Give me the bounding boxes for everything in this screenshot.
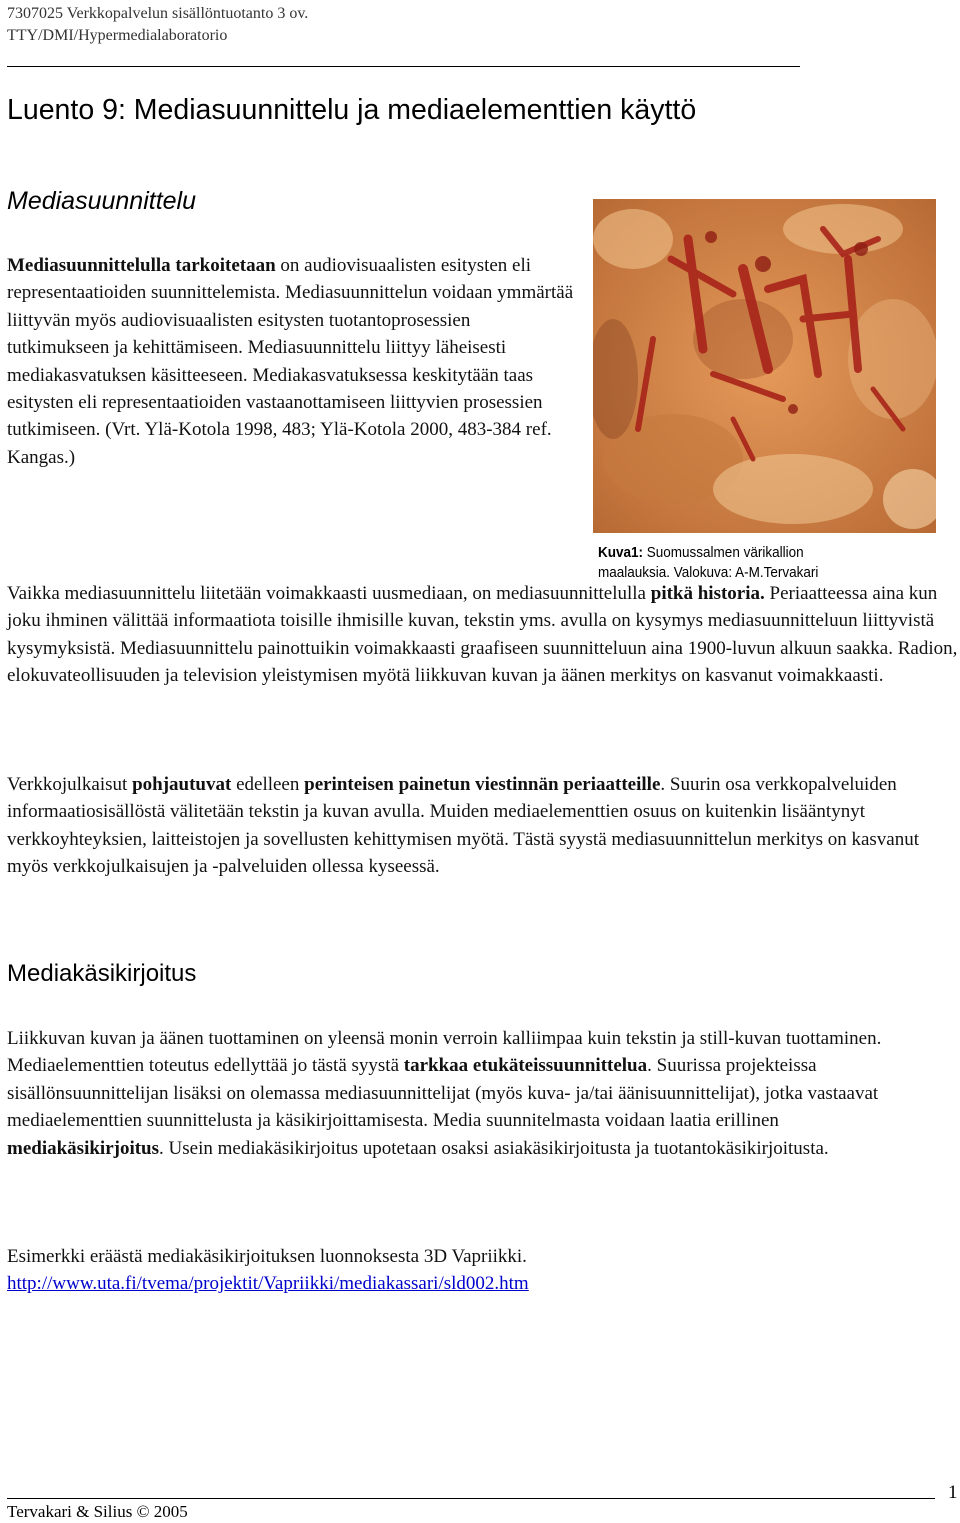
script-text-3: . Usein mediakäsikirjoitus upotetaan osaksi asiakäsikirjoitusta ja tuotantokäsikirjoitusta. [159, 1137, 829, 1159]
caption-text: Suomussalmen värikallion maalauksia. Valokuva: A-M.Tervakari [598, 544, 819, 581]
footer-divider [7, 1498, 935, 1499]
intro-paragraph [7, 252, 577, 471]
section-heading-mediakasikirjoitus: Mediakäsikirjoitus [7, 960, 197, 987]
course-line: 7307025 Verkkopalvelun sisällöntuotanto 3 ov. [7, 5, 309, 22]
rock-painting-photo [593, 199, 936, 533]
script-term-1: tarkkaa etukäteissuunnittelua [403, 1055, 648, 1077]
web-text-1: Verkkojulkaisut [7, 774, 133, 795]
history-paragraph [7, 580, 959, 690]
caption-label: Kuva1: [598, 544, 644, 561]
intro-term: Mediasuunnittelulla tarkoitetaan [7, 255, 276, 276]
page-title: Luento 9: Mediasuunnittelu ja mediaelementtien käyttö [7, 94, 697, 126]
section-heading-mediasuunnittelu: Mediasuunnittelu [7, 187, 197, 215]
example-paragraph [7, 1243, 937, 1298]
footer-authors: Tervakari & Silius © 2005 [7, 1502, 188, 1521]
vapriikki-link[interactable]: http://www.uta.fi/tvema/projektit/Vapriikki/mediakassari/sld002.htm [7, 1273, 529, 1295]
example-text: Esimerkki eräästä mediakäsikirjoituksen luonnoksesta 3D Vapriikki. [7, 1246, 527, 1267]
history-text-2: Periaatteessa aina kun joku ihminen välittää informaatiota toisille ihmisille kuvan, tekstin yms. avulla on kysymys mediasuunnitteluun liittyvistä kysymyksistä. Mediasuunnittelu painottuikin voimakkaasti graafiseen suunnitteluun aina 1900-luvun alkuun saakka. Radion, elokuvateollisuuden ja television yleistymisen myötä liikkuvan kuvan ja äänen merkitys on kasvanut voimakkaasti. [7, 583, 958, 687]
script-term-2: mediakäsikirjoitus [7, 1137, 160, 1159]
web-term-1: pohjautuvat [132, 774, 232, 795]
history-text-1: Vaikka mediasuunnittelu liitetään voimakkaasti uusmediaan, on mediasuunnittelulla [7, 583, 651, 604]
web-term-2: perinteisen painetun viestinnän periaatteille [304, 774, 661, 795]
script-paragraph [7, 1025, 937, 1162]
intro-text: on audiovisuaalisten esitysten eli representaatioiden suunnittelemista. Mediasuunnittelun voidaan ymmärtää liittyvän myös audiovisuaalisten esitysten tuotantoprosessien tutkimukseen ja kehittämiseen. Mediasuunnittelu liittyy läheisesti mediakasvatuksen käsitteeseen. Mediakasvatuksessa keskitytään taas esitysten eli representaatioiden vastaanottamiseen liittyvien prosessien tutkimiseen. (Vrt. Ylä-Kotola 1998, 483; Ylä-Kotola 2000, 483-384 ref. Kangas.) [7, 255, 574, 468]
page-number: 1 [948, 1482, 958, 1503]
photo-caption [598, 543, 868, 583]
history-term: pitkä historia. [650, 583, 765, 604]
script-text-1: Liikkuvan kuvan ja äänen tuottaminen on yleensä monin verroin kalliimpaa kuin tekstin ja still-kuvan tuottaminen. Mediaelementtien toteutus edellyttää jo tästä syystä [7, 1028, 882, 1077]
web-text-3: . Suurin osa verkkopalveluiden informaatiosisällöstä välitetään tekstin ja kuvan avulla. Muiden mediaelementtien osuus on kuitenkin lisääntynyt verkkoyhteyksien, laitteistojen ja sovellusten kehittymisen myötä. Tästä syystä mediasuunnittelun merkitys on kasvanut myös verkkojulkaisujen ja -palveluiden ollessa kyseessä. [7, 774, 920, 878]
web-text-2: edelleen [231, 774, 305, 795]
header-divider [7, 66, 800, 67]
web-publishing-paragraph [7, 771, 952, 881]
department-line: TTY/DMI/Hypermedialaboratorio [7, 27, 228, 44]
script-text-2: . Suurissa projekteissa sisällönsuunnittelijan lisäksi on olemassa mediasuunnittelijat (myös kuva- ja/tai äänisuunnittelijat), jotka vastaavat mediaelementtien suunnittelusta ja käsikirjoittamisesta. Media suunnitelmasta voidaan laatia erillinen [7, 1055, 879, 1132]
